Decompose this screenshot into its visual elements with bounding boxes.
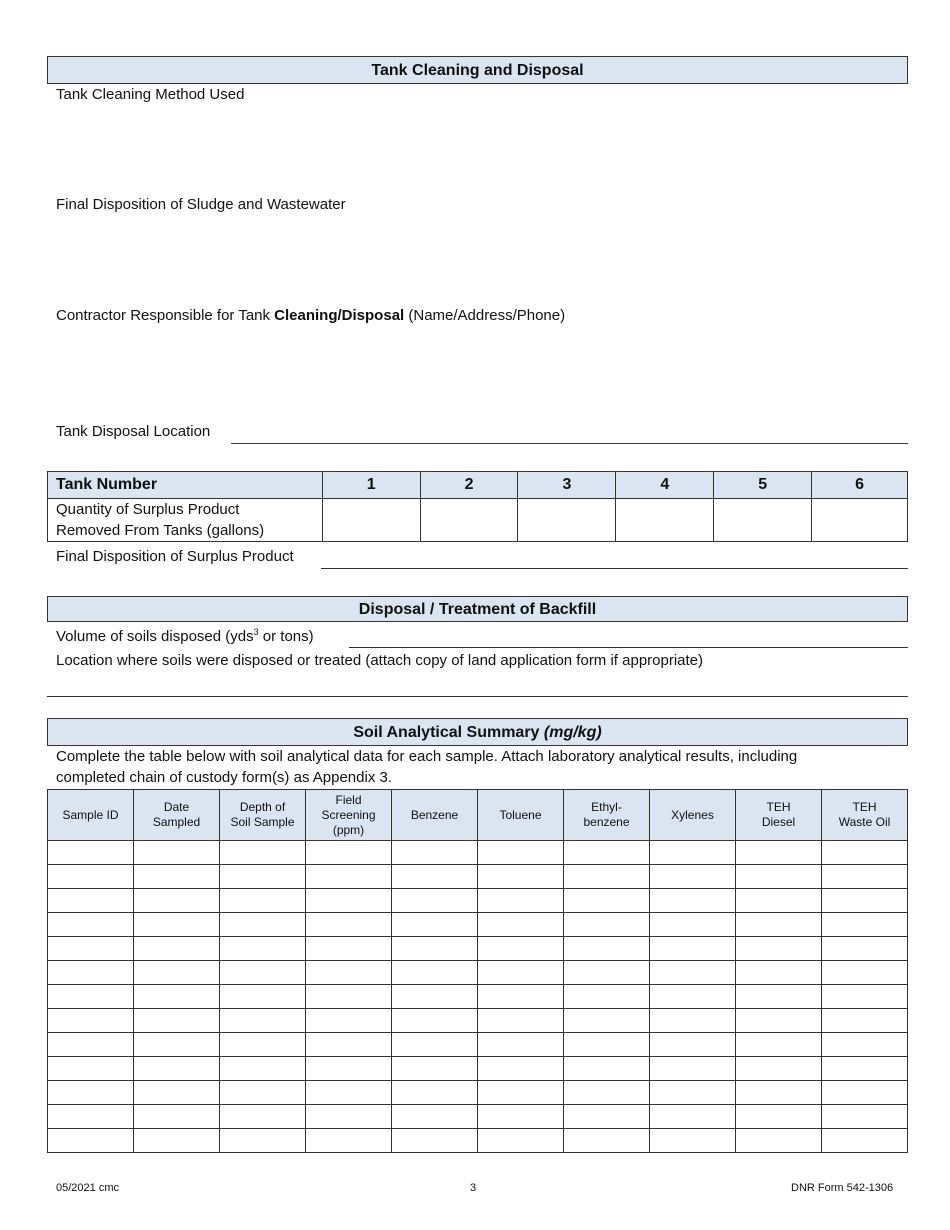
soil-data-cell[interactable]: [736, 961, 822, 985]
soil-data-cell[interactable]: [48, 1105, 134, 1129]
soil-data-cell[interactable]: [478, 1057, 564, 1081]
soil-data-cell[interactable]: [564, 985, 650, 1009]
soil-col-header: Depth of Soil Sample: [220, 790, 306, 841]
surplus-quantity-label: Quantity of Surplus Product Removed From Tanks (gallons): [48, 499, 323, 542]
soil-instructions-line1: Complete the table below with soil analytical data for each sample. Attach laboratory analytical results, including: [56, 748, 798, 765]
soil-data-cell[interactable]: [306, 1009, 392, 1033]
soil-data-cell[interactable]: [822, 841, 908, 865]
soil-instructions-line2: completed chain of custody form(s) as Appendix 3.: [56, 769, 393, 786]
soil-data-cell[interactable]: [736, 1033, 822, 1057]
soil-data-cell[interactable]: [134, 1009, 220, 1033]
soil-data-cell[interactable]: [822, 985, 908, 1009]
soil-data-cell[interactable]: [564, 841, 650, 865]
soil-data-cell[interactable]: [392, 889, 478, 913]
soil-header-row: [48, 790, 908, 841]
footer-date: 05/2021 cmc: [56, 1182, 119, 1194]
soil-data-cell[interactable]: [220, 1081, 306, 1105]
soil-data-cell[interactable]: [392, 1057, 478, 1081]
soil-col-header: Field Screening (ppm): [306, 790, 392, 841]
soil-data-cell[interactable]: [564, 937, 650, 961]
soil-data-cell[interactable]: [478, 841, 564, 865]
soil-col-header: Benzene: [392, 790, 478, 841]
soil-data-cell[interactable]: [650, 1129, 736, 1153]
surplus-disposition-label: Final Disposition of Surplus Product: [56, 548, 294, 565]
soil-data-row: [48, 865, 908, 889]
soil-data-cell[interactable]: [650, 961, 736, 985]
soil-data-row: [48, 1105, 908, 1129]
soil-data-cell[interactable]: [48, 1081, 134, 1105]
soil-data-cell[interactable]: [478, 889, 564, 913]
soil-data-cell[interactable]: [564, 1009, 650, 1033]
soil-data-row: [48, 937, 908, 961]
soil-data-cell[interactable]: [650, 985, 736, 1009]
soil-data-cell[interactable]: [478, 1129, 564, 1153]
soil-data-cell[interactable]: [650, 1009, 736, 1033]
soil-data-cell[interactable]: [478, 1105, 564, 1129]
soil-data-cell[interactable]: [392, 961, 478, 985]
soil-data-cell[interactable]: [134, 889, 220, 913]
tank-col-3: 3: [518, 472, 616, 499]
soil-location-input[interactable]: [48, 673, 910, 697]
cleaning-method-field[interactable]: [56, 108, 910, 192]
soil-data-row: [48, 961, 908, 985]
tank-col-5: 5: [714, 472, 812, 499]
soil-data-cell[interactable]: [134, 1105, 220, 1129]
soil-data-cell[interactable]: [822, 1009, 908, 1033]
soil-data-row: [48, 1081, 908, 1105]
soil-data-cell[interactable]: [48, 961, 134, 985]
soil-data-cell[interactable]: [220, 1057, 306, 1081]
soil-data-cell[interactable]: [48, 865, 134, 889]
soil-data-cell[interactable]: [650, 1105, 736, 1129]
soil-data-cell[interactable]: [822, 889, 908, 913]
soil-data-cell[interactable]: [48, 889, 134, 913]
soil-volume-label: Volume of soils disposed (yds$^3$ or tons): [56, 627, 314, 645]
soil-data-row: [48, 889, 908, 913]
soil-col-header: Xylenes: [650, 790, 736, 841]
soil-data-cell[interactable]: [220, 985, 306, 1009]
soil-data-cell[interactable]: [48, 1009, 134, 1033]
soil-data-cell[interactable]: [134, 1057, 220, 1081]
soil-data-cell[interactable]: [306, 841, 392, 865]
soil-data-cell[interactable]: [220, 865, 306, 889]
soil-data-cell[interactable]: [220, 1105, 306, 1129]
soil-data-cell[interactable]: [736, 1081, 822, 1105]
soil-data-cell[interactable]: [392, 985, 478, 1009]
soil-data-row: [48, 913, 908, 937]
soil-data-cell[interactable]: [306, 1105, 392, 1129]
soil-data-cell[interactable]: [650, 865, 736, 889]
surplus-quantity-cell[interactable]: [616, 499, 714, 542]
soil-data-cell[interactable]: [306, 913, 392, 937]
surplus-disposition-input[interactable]: [322, 547, 910, 569]
soil-data-cell[interactable]: [134, 985, 220, 1009]
tank-disposal-location-input[interactable]: [232, 422, 910, 444]
soil-data-cell[interactable]: [650, 889, 736, 913]
soil-data-cell[interactable]: [134, 865, 220, 889]
soil-data-cell[interactable]: [478, 1081, 564, 1105]
soil-data-cell[interactable]: [134, 913, 220, 937]
soil-data-cell[interactable]: [478, 937, 564, 961]
section-header-tank-cleaning: Tank Cleaning and Disposal: [47, 56, 908, 84]
tank-disposal-location-label: Tank Disposal Location: [56, 423, 211, 440]
surplus-quantity-cell[interactable]: [420, 499, 518, 542]
soil-data-cell[interactable]: [822, 1033, 908, 1057]
soil-col-header: Sample ID: [48, 790, 134, 841]
soil-data-cell[interactable]: [134, 841, 220, 865]
soil-data-cell[interactable]: [48, 1033, 134, 1057]
soil-data-cell[interactable]: [564, 1033, 650, 1057]
soil-data-cell[interactable]: [650, 1033, 736, 1057]
soil-data-cell[interactable]: [306, 889, 392, 913]
soil-data-cell[interactable]: [220, 841, 306, 865]
soil-data-cell[interactable]: [306, 1033, 392, 1057]
footer-form-number: DNR Form 542-1306: [791, 1182, 894, 1194]
soil-data-row: [48, 1033, 908, 1057]
soil-data-cell[interactable]: [650, 937, 736, 961]
soil-data-row: [48, 841, 908, 865]
soil-data-cell[interactable]: [736, 1129, 822, 1153]
soil-location-label: Location where soils were disposed or treated (attach copy of land application form if appropriate): [56, 652, 704, 669]
soil-col-header: Toluene: [478, 790, 564, 841]
surplus-quantity-row: [48, 499, 908, 542]
soil-data-cell[interactable]: [822, 1081, 908, 1105]
soil-data-cell[interactable]: [392, 1105, 478, 1129]
soil-data-cell[interactable]: [822, 1057, 908, 1081]
tank-col-4: 4: [616, 472, 714, 499]
soil-data-cell[interactable]: [564, 889, 650, 913]
soil-data-cell[interactable]: [736, 913, 822, 937]
soil-data-cell[interactable]: [392, 1129, 478, 1153]
soil-data-cell[interactable]: [48, 937, 134, 961]
soil-data-cell[interactable]: [478, 1009, 564, 1033]
soil-data-cell[interactable]: [736, 865, 822, 889]
tank-number-header: Tank Number: [48, 472, 323, 499]
tank-quantity-table: [47, 471, 908, 542]
soil-data-cell[interactable]: [392, 1081, 478, 1105]
section-header-soil-summary: Soil Analytical Summary (mg/kg): [47, 718, 908, 746]
soil-data-row: [48, 1009, 908, 1033]
soil-data-cell[interactable]: [822, 1129, 908, 1153]
footer-page-number: 3: [470, 1182, 477, 1194]
soil-data-cell[interactable]: [478, 913, 564, 937]
soil-col-header: TEH Diesel: [736, 790, 822, 841]
soil-data-cell[interactable]: [822, 937, 908, 961]
sludge-disposition-field[interactable]: [56, 218, 910, 302]
tank-col-6: 6: [812, 472, 908, 499]
soil-col-header: TEH Waste Oil: [822, 790, 908, 841]
soil-data-cell[interactable]: [736, 985, 822, 1009]
soil-data-row: [48, 1057, 908, 1081]
soil-data-cell[interactable]: [306, 1129, 392, 1153]
soil-data-cell[interactable]: [736, 1057, 822, 1081]
soil-data-cell[interactable]: [478, 985, 564, 1009]
soil-data-cell[interactable]: [48, 1057, 134, 1081]
soil-data-cell[interactable]: [134, 937, 220, 961]
soil-data-cell[interactable]: [650, 1057, 736, 1081]
soil-data-cell[interactable]: [564, 1057, 650, 1081]
soil-data-cell[interactable]: [220, 1009, 306, 1033]
surplus-quantity-cell[interactable]: [518, 499, 616, 542]
soil-data-cell[interactable]: [392, 913, 478, 937]
soil-data-cell[interactable]: [478, 1033, 564, 1057]
soil-volume-input[interactable]: [350, 626, 910, 648]
soil-data-cell[interactable]: [220, 889, 306, 913]
contractor-label: Contractor Responsible for Tank Cleaning/Disposal (Name/Address/Phone): [56, 307, 566, 324]
soil-data-cell[interactable]: [134, 1033, 220, 1057]
soil-data-cell[interactable]: [736, 937, 822, 961]
soil-data-cell[interactable]: [306, 1057, 392, 1081]
soil-data-cell[interactable]: [48, 1129, 134, 1153]
soil-data-cell[interactable]: [392, 865, 478, 889]
soil-data-cell[interactable]: [306, 1081, 392, 1105]
section-header-backfill: Disposal / Treatment of Backfill: [47, 596, 908, 622]
soil-data-cell[interactable]: [220, 937, 306, 961]
soil-data-cell[interactable]: [220, 1033, 306, 1057]
soil-data-cell[interactable]: [822, 1105, 908, 1129]
tank-col-1: 1: [322, 472, 420, 499]
soil-data-cell[interactable]: [478, 961, 564, 985]
soil-data-cell[interactable]: [736, 841, 822, 865]
soil-data-cell[interactable]: [134, 961, 220, 985]
soil-data-cell[interactable]: [306, 961, 392, 985]
soil-data-cell[interactable]: [134, 1129, 220, 1153]
soil-data-cell[interactable]: [564, 1081, 650, 1105]
soil-data-cell[interactable]: [822, 865, 908, 889]
soil-data-cell[interactable]: [392, 937, 478, 961]
soil-col-header: Ethyl- benzene: [564, 790, 650, 841]
soil-data-cell[interactable]: [48, 913, 134, 937]
soil-data-cell[interactable]: [564, 1105, 650, 1129]
soil-col-header: Date Sampled: [134, 790, 220, 841]
tank-header-row: [48, 472, 908, 499]
surplus-quantity-cell[interactable]: [714, 499, 812, 542]
soil-data-cell[interactable]: [650, 841, 736, 865]
soil-data-cell[interactable]: [822, 961, 908, 985]
soil-data-cell[interactable]: [564, 1129, 650, 1153]
soil-data-cell[interactable]: [822, 913, 908, 937]
soil-data-cell[interactable]: [134, 1081, 220, 1105]
soil-data-cell[interactable]: [392, 841, 478, 865]
soil-data-cell[interactable]: [220, 961, 306, 985]
soil-analytical-table: [47, 789, 908, 1153]
tank-col-2: 2: [420, 472, 518, 499]
soil-data-cell[interactable]: [392, 1009, 478, 1033]
soil-data-row: [48, 1129, 908, 1153]
soil-data-row: [48, 985, 908, 1009]
soil-data-cell[interactable]: [736, 889, 822, 913]
soil-data-cell[interactable]: [220, 913, 306, 937]
surplus-quantity-cell[interactable]: [322, 499, 420, 542]
surplus-quantity-cell[interactable]: [812, 499, 908, 542]
soil-data-cell[interactable]: [736, 1105, 822, 1129]
soil-data-cell[interactable]: [48, 841, 134, 865]
soil-data-cell[interactable]: [564, 913, 650, 937]
soil-data-cell[interactable]: [650, 913, 736, 937]
soil-data-cell[interactable]: [220, 1129, 306, 1153]
soil-data-cell[interactable]: [478, 865, 564, 889]
soil-data-cell[interactable]: [306, 937, 392, 961]
soil-data-cell[interactable]: [650, 1081, 736, 1105]
soil-data-cell[interactable]: [564, 961, 650, 985]
soil-data-cell[interactable]: [564, 865, 650, 889]
soil-data-cell[interactable]: [48, 985, 134, 1009]
contractor-field[interactable]: [56, 330, 910, 419]
soil-data-cell[interactable]: [306, 985, 392, 1009]
sludge-disposition-label: Final Disposition of Sludge and Wastewater: [56, 196, 346, 213]
cleaning-method-label: Tank Cleaning Method Used: [56, 86, 245, 103]
soil-data-cell[interactable]: [392, 1033, 478, 1057]
soil-data-cell[interactable]: [306, 865, 392, 889]
soil-data-cell[interactable]: [736, 1009, 822, 1033]
